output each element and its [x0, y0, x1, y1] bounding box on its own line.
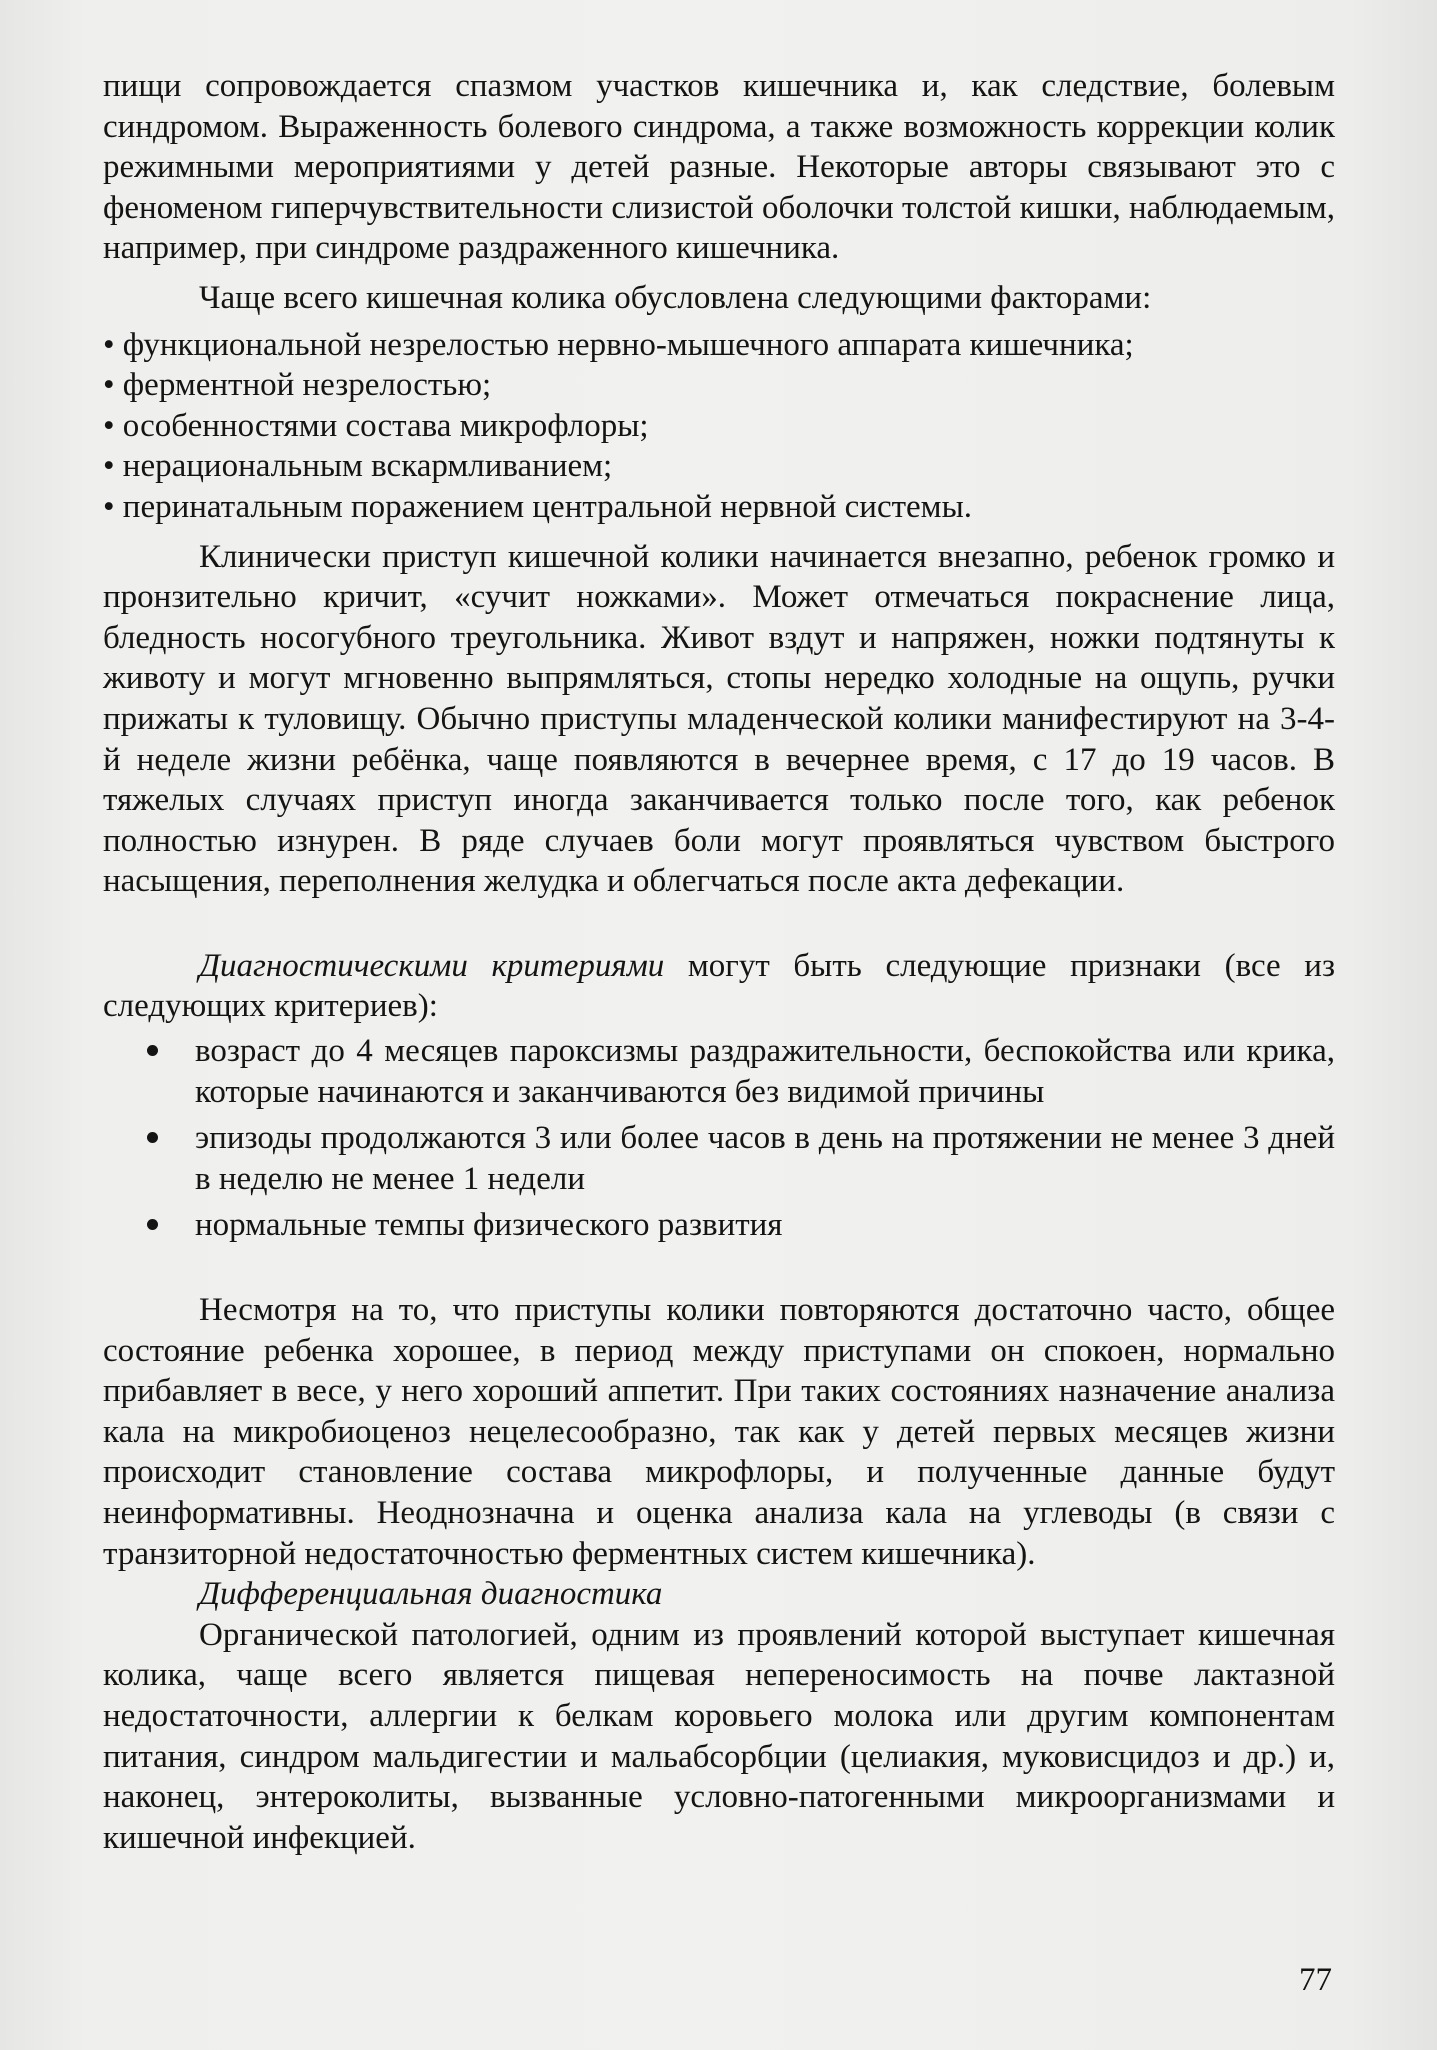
list-item: эпизоды продолжаются 3 или более часов в день на протяжении не менее 3 дней в неделю не менее 1 недели — [103, 1118, 1335, 1199]
list-item: • особенностями состава микрофлоры; — [103, 407, 649, 444]
list-item: • нерациональным вскармливанием; — [103, 448, 613, 485]
criteria-term: Диагностическими критериями — [199, 947, 665, 984]
list-item: • перинатальным поражением центральной нервной системы. — [103, 488, 972, 525]
list-item: • ферментной незрелостью; — [103, 367, 492, 404]
list-item: возраст до 4 месяцев пароксизмы раздражительности, беспокойства или крика, которые начинаются и заканчиваются без видимой причины — [103, 1031, 1335, 1112]
page-content — [103, 66, 1335, 1858]
list-item: нормальные темпы физического развития — [103, 1205, 1335, 1246]
list-item: • функциональной незрелостью нервно-мышечного аппарата кишечника; — [103, 326, 1134, 363]
section-heading: Дифференциальная диагностика — [199, 1576, 663, 1613]
paragraph-criteria-lead — [103, 946, 1335, 1027]
paragraph-factors-lead: Чаще всего кишечная колика обусловлена следующими факторами: — [199, 279, 1152, 316]
paragraph-intro: пищи сопровождается спазмом участков кишечника и, как следствие, болевым синдромом. Выраженность болевого синдрома, а также возможность коррекции колик режимными мероприятиями у детей разные. Некоторые авторы связывают это с феноменом гиперчувствительности слизистой оболочки толстой кишки, наблюдаемым, например, при синдроме раздраженного кишечника. — [103, 68, 1335, 267]
page-number: 77 — [1299, 1962, 1332, 1998]
paragraph-clinical: Клинически приступ кишечной колики начинается внезапно, ребенок громко и пронзительно кричит, «сучит ножками». Может отмечаться покраснение лица, бледность носогубного треугольника. Живот вздут и напряжен, ножки подтянуты к животу и могут мгновенно выпрямляться, стопы нередко холодные на ощупь, ручки прижаты к туловищу. Обычно приступы младенческой колики манифестируют на 3-4-й неделе жизни ребёнка, чаще появляются в вечернее время, с 17 до 19 часов. В тяжелых случаях приступ иногда заканчивается только после того, как ребенок полностью изнурен. В ряде случаев боли могут проявляться чувством быстрого насыщения, переполнения желудка и облегчаться после акта дефекации. — [103, 538, 1335, 900]
criteria-lead-text: могут быть следующие признаки (все из следующих критериев): — [103, 947, 1335, 1025]
paragraph-general-state: Несмотря на то, что приступы колики повторяются достаточно часто, общее состояние ребенка хорошее, в период между приступами он спокоен, нормально прибавляет в весе, у него хороший аппетит. При таких состояниях назначение анализа кала на микробиоценоз нецелесообразно, так как у детей первых месяцев жизни происходит становление состава микрофлоры, и полученные данные будут неинформативны. Неоднозначна и оценка анализа кала на углеводы (в связи с транзиторной недостаточностью ферментных систем кишечника). — [103, 1292, 1335, 1572]
factors-list — [103, 325, 1335, 528]
criteria-list — [103, 1031, 1335, 1246]
paragraph-differential: Органической патологией, одним из проявлений которой выступает кишечная колика, чаще всего является пищевая непереносимость на почве лактазной недостаточности, аллергии к белкам коровьего молока или другим компонентам питания, синдром мальдигестии и мальабсорбции (целиакия, муковисцидоз и др.) и, наконец, энтероколиты, вызванные условно-патогенными микроорганизмами и кишечной инфекцией. — [103, 1616, 1335, 1856]
